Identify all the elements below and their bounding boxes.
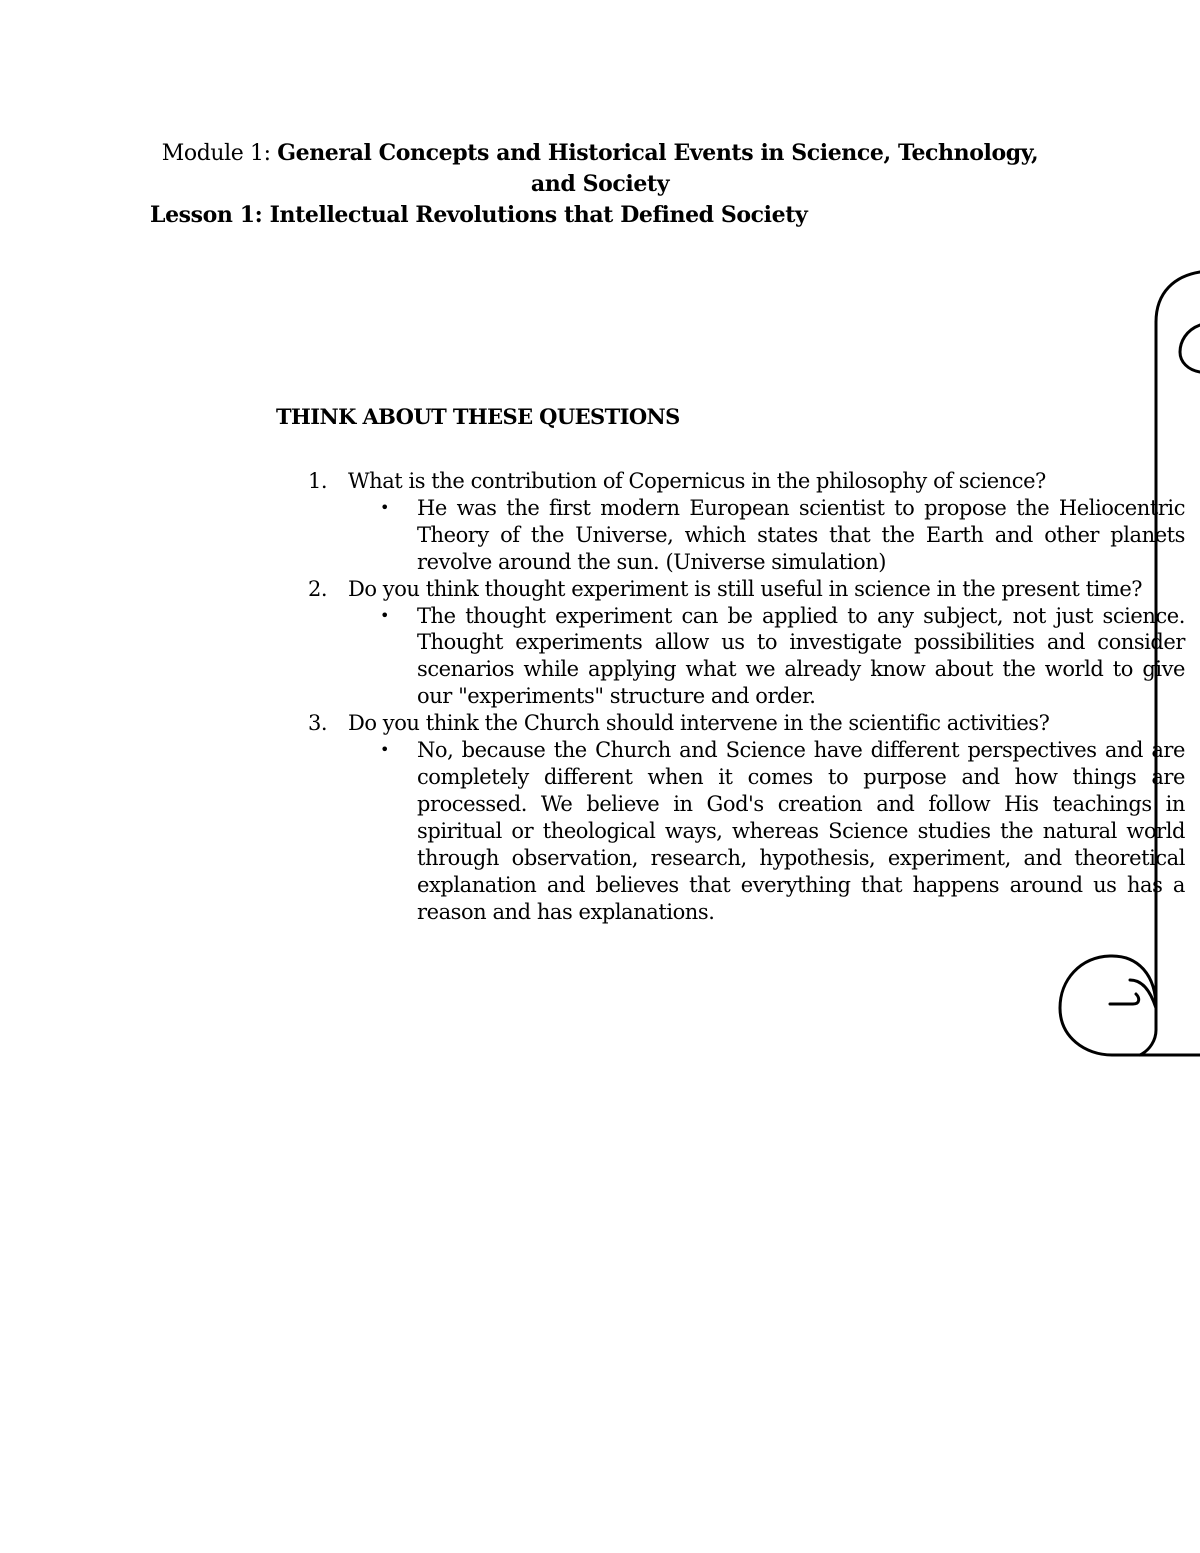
answer-text: No, because the Church and Science have different perspectives and are completely different when it comes to purpose and how things are processed. We believe in God's creation and follow His teachings in spiritual or theological ways, whereas Science studies the natural world through observation, research, hypothesis, experiment, and theoretical explanation and believes that everything that happens around us has a reason and has explanations. (417, 738, 1185, 924)
lesson-title: Lesson 1: Intellectual Revolutions that Defined Society (150, 202, 808, 228)
question-item-2 (308, 576, 1188, 711)
answer-text: The thought experiment can be applied to any subject, not just science. Thought experiments allow us to investigate possibilities and consider scenarios while applying what we already know about the world to give our "experiments" structure and order. (417, 603, 1185, 709)
question-number: 1. (308, 469, 328, 493)
module-title-line (150, 138, 1050, 169)
scroll-top-inner-curl (1180, 325, 1200, 372)
scroll-bottom-curl (1060, 956, 1200, 1055)
module-title-part2: and Society (530, 171, 670, 197)
bullet-icon: • (380, 740, 389, 760)
question-item-3 (308, 710, 1188, 925)
bullet-icon: • (380, 497, 389, 517)
section-heading: THINK ABOUT THESE QUESTIONS (276, 404, 680, 429)
document-header (150, 138, 1050, 231)
question-text: Do you think the Church should intervene in the scientific activities? (348, 711, 1050, 736)
scroll-bottom-side (1140, 960, 1156, 1055)
scroll-bottom-inner-tail (1110, 994, 1139, 1004)
scroll-top-curl (1156, 272, 1200, 322)
question-text: What is the contribution of Copernicus in the philosophy of science? (348, 469, 1046, 493)
module-prefix: Module 1: (161, 141, 278, 166)
question-text: Do you think thought experiment is still useful in science in the present time? (348, 576, 1143, 601)
bullet-icon: • (380, 605, 389, 625)
question-number: 3. (308, 711, 328, 736)
questions-list (308, 468, 1188, 925)
scroll-bottom-inner-curl (1130, 980, 1156, 1008)
answer-text: He was the first modern European scientist to propose the Heliocentric Theory of the Universe, which states that the Earth and other planets revolve around the sun. (Universe simulation) (417, 495, 1185, 574)
module-title-part1: General Concepts and Historical Events in Science, Technology, (277, 140, 1039, 166)
question-number: 2. (308, 576, 328, 601)
question-item-1 (308, 468, 1188, 576)
